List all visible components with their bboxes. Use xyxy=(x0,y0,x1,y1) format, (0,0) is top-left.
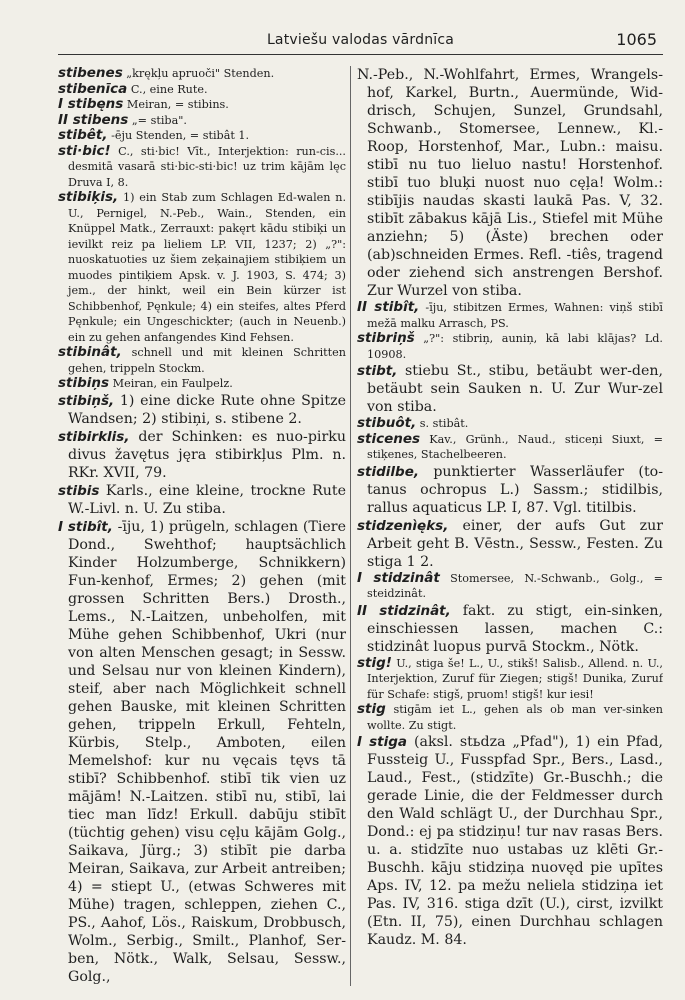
entry-definition: N.-Peb., N.-Wohlfahrt, Ermes, Wrangels-hof, Karkel, Burtn., Auermünde, Wid-drisch, Schujen, Sunzel, Grundsahl, Schwanb., Stomersee, Lennew., Kl.-Roop, Horstenhof, Mar., Lubn.: maisu. stibī nu tuo lieluo nastu! Horstenhof. stibī tuo bluķi nuost nuo cęļa! Wolm.: stibījis naudas skasti laukā Pas. V, 32. stibīt zābakus kājā Lis., Stiefel mit Mühe anziehn; 5) (Äste) brechen oder (ab)schneiden Ermes. Refl. -tiês, tragend oder ziehend sich anstrengen Bershof. Zur Wurzel von stiba. xyxy=(357,67,663,299)
entry-headword: I stiga xyxy=(357,734,408,750)
dictionary-entry xyxy=(58,518,346,986)
entry-headword: sti·bic! xyxy=(58,142,111,159)
entry-headword: stibis xyxy=(58,482,100,499)
entry-definition: (aksl. stьdza „Pfad"), 1) ein Pfad, Fussteig U., Fusspfad Spr., Bers., Lasd., Laud., Fest., (stidzīte) Gr.-Buschh.; die gerade Linie, die der Feldmesser durch den Wald schlägt U., der Durchhau Spr., Dond.: ej pa stidziņu! tur nav rasas Bers. u. a. stidzīte nuo ustabas uz klēti Gr.-Buschh. kāju stidziņa nuovęd pie upītes Aps. IV, 12. pa mežu neliela stidziņa iet Pas. IV, 316. stiga dzīt (U.), cirst, izvilkt (Etn. II, 75), einen Durchhau schlagen Kaudz. M. 84. xyxy=(367,734,663,948)
dictionary-entry xyxy=(58,128,346,144)
right-column xyxy=(357,66,663,988)
entry-definition: stiebu St., stibu, betäubt wer-den, betäubt sein Sauken n. U. Zur Wur-zel von stiba. xyxy=(367,363,663,415)
entry-headword: II stidzinât, xyxy=(357,602,451,619)
entry-definition: s. stibât. xyxy=(416,417,469,430)
entry-definition: „krękļu apruoči" Stenden. xyxy=(122,67,275,80)
dictionary-entry xyxy=(357,331,663,362)
page-header xyxy=(58,28,663,55)
dictionary-entry xyxy=(357,463,663,517)
entry-definition: einer, der aufs Gut zur Arbeit geht B. Vēstn., Sessw., Festen. Zu stiga 1 2. xyxy=(367,517,663,570)
dictionary-entry xyxy=(357,602,663,656)
entry-definition: 1) eine dicke Rute ohne Spitze Wandsen; 2) stibiņi, s. stibene 2. xyxy=(68,392,346,427)
entry-headword: stibenes xyxy=(58,66,123,81)
entry-definition: -īju, 1) prügeln, schlagen (Tiere Dond., Swehthof; hauptsächlich Kinder Holzumberge, Schnikkern) Fun-kenhof, Ermes; 2) gehen (mit grossen Schritten Bers.) Drosth., Lems., N.-Laitzen, unbeholfen, mit Mühe gehen Schibbenhof, Ukri (nur von alten Menschen gesagt; in Sessw. und Selsau nur von kleinen Kindern), steif, aber nach Möglichkeit schnell gehen Bauske, mit kleinen Schritten gehen, trippeln Erkull, Fehteln, Kürbis, Stelp., Amboten, eilen Memelshof: kur nu vęcais tęvs tā stibī? Schibbenhof. stibī tik vien uz mājām! N.-Laitzen. stibī nu, stibī, lai tiec man līdz! Erkull. dabūju stibīt (tüchtig gehen) visu cęļu kājām Golg., Saikava, Jürg.; 3) stibīt pie darba Meiran, Saikava, zur Arbeit antreiben; 4) = stiept U., (etwas Schweres mit Mühe) tragen, schleppen, ziehen C., PS., Aahof, Lös., Raiskum, Drobbusch, Wolm., Serbig., Smilt., Planhof, Ser-ben, Nötk., Walk, Selsau, Sessw., Golg., xyxy=(68,518,346,985)
dictionary-entry xyxy=(357,300,663,331)
entry-headword: I stibît, xyxy=(58,518,113,535)
dictionary-entry xyxy=(357,733,663,949)
dictionary-entry xyxy=(58,482,346,518)
dictionary-entry xyxy=(58,113,346,129)
running-title: Latviešu valodas vārdnīca xyxy=(266,32,455,48)
entry-headword: II stibens xyxy=(58,111,129,128)
dictionary-entry xyxy=(58,190,346,345)
entry-definition: C., eine Rute. xyxy=(127,82,208,96)
entry-definition: -ēju Stenden, = stibât 1. xyxy=(107,129,250,142)
entry-definition: Meiran, ein Faulpelz. xyxy=(109,377,233,390)
entry-definition: fakt. zu stigt, ein-sinken, einschiessen lassen, machen C.: stidzinât luopus purvā Stockm., Nötk. xyxy=(367,602,663,655)
dictionary-entry xyxy=(357,416,663,432)
entry-headword: I stidzinât xyxy=(357,569,440,586)
dictionary-entry xyxy=(357,571,663,602)
entry-headword: stibiķis, xyxy=(58,189,119,205)
entry-headword: sticenes xyxy=(357,430,421,447)
entry-definition: der Schinken: es nuo-pirku divus žavętus jęra stibirkļus Plm. n. RKr. XVII, 79. xyxy=(68,428,346,481)
entry-definition: „= stiba". xyxy=(128,113,187,127)
entry-headword: stibriņš xyxy=(357,330,415,346)
entry-headword: II stibît, xyxy=(357,299,420,315)
dictionary-entry xyxy=(357,656,663,703)
entry-definition: Karls., eine kleine, trockne Rute W.-Livl. n. U. Zu stiba. xyxy=(68,482,346,517)
entry-definition: stigām iet L., gehen als ob man ver-sinken wollte. Zu stigt. xyxy=(367,703,663,732)
entry-headword: stibirklis, xyxy=(58,428,130,445)
entry-definition: C., sti·bic! Vīt., Interjektion: run-cis... desmitā vasarā sti·bic-sti·bic! uz trim kājām lęc Druva I, 8. xyxy=(68,144,346,189)
page-number: 1065 xyxy=(616,30,657,49)
entry-headword: stidzenìęks, xyxy=(357,517,449,534)
entry-definition: U., stiga še! L., U., stikš! Salisb., Allend. n. U., Interjektion, Zuruf für Ziegen; stigš! Dunika, Zuruf für Schafe: stigš, pruom! stigš! kur iesi! xyxy=(367,656,663,701)
entry-definition: 1) ein Stab zum Schlagen Ed-walen n. U., Pernigel, N.-Peb., Wain., Stenden, ein Knüppel Matk., Zerrauxt: pakęrt kādu stibiķi un ievilkt reiz pa lieliem LP. VII, 1237; 2) „?": nuoskatuoties uz šiem zeķainajiem stibiķiem un muodes pintiķiem Apsk. v. J. 1903, S. 474; 3) jem., der hinkt, weil ein Bein kürzer ist Schibbenhof, Pęnkule; 4) ein steifes, altes Pferd Pęnkule; ein Ungeschickter; (auch in Neuenb.) ein zu gehen anfangendes Kind Fehsen. xyxy=(68,191,346,344)
entry-definition: -īju, stibitzen Ermes, Wahnen: viņš stibī mežā malku Arrasch, PS. xyxy=(367,301,663,330)
dictionary-entry xyxy=(357,432,663,463)
entry-headword: stibuôt, xyxy=(357,415,417,431)
entry-headword: stig! xyxy=(357,654,392,671)
dictionary-entry xyxy=(58,66,346,82)
dictionary-entry xyxy=(58,97,346,113)
entry-definition: punktierter Wasserläufer (to-tanus ochropus L.) Sassm.; stidilbis, rallus aquaticus LP. I, 87. Vgl. titilbis. xyxy=(367,463,663,516)
entry-headword: stibinât, xyxy=(58,344,122,360)
entry-definition: Kav., Grünh., Naud., sticeņi Siuxt, = stiķenes, Stachelbeeren. xyxy=(367,432,663,461)
dictionary-entry xyxy=(58,82,346,98)
entry-headword: stig xyxy=(357,701,386,717)
entry-definition: Meiran, = stibins. xyxy=(123,98,229,111)
dictionary-entry xyxy=(58,392,346,428)
entry-headword: stibenīca xyxy=(58,80,128,97)
dictionary-entry xyxy=(357,702,663,733)
entry-headword: stibêt, xyxy=(58,127,108,143)
entry-headword: stibiņš, xyxy=(58,392,115,409)
entry-definition: schnell und mit kleinen Schritten gehen, trippeln Stockm. xyxy=(68,346,346,375)
dictionary-entry xyxy=(357,362,663,416)
dictionary-entry xyxy=(58,144,346,191)
entry-headword: stidilbe, xyxy=(357,463,419,480)
entry-headword: stibiņs xyxy=(58,375,110,391)
entry-headword: stibt, xyxy=(357,363,398,379)
entry-definition: Stomersee, N.-Schwanb., Golg., = steidzinât. xyxy=(367,571,663,600)
dictionary-entry xyxy=(58,376,346,392)
dictionary-entry xyxy=(58,345,346,376)
dictionary-entry xyxy=(58,428,346,482)
entry-definition: „?": stibriņ, auniņ, kā labi klājas? Ld. 10908. xyxy=(367,332,663,361)
dictionary-entry xyxy=(357,517,663,571)
dictionary-entry xyxy=(357,66,663,300)
entry-headword: I stibęns xyxy=(58,96,124,112)
left-column xyxy=(58,66,346,988)
column-divider xyxy=(350,66,351,986)
